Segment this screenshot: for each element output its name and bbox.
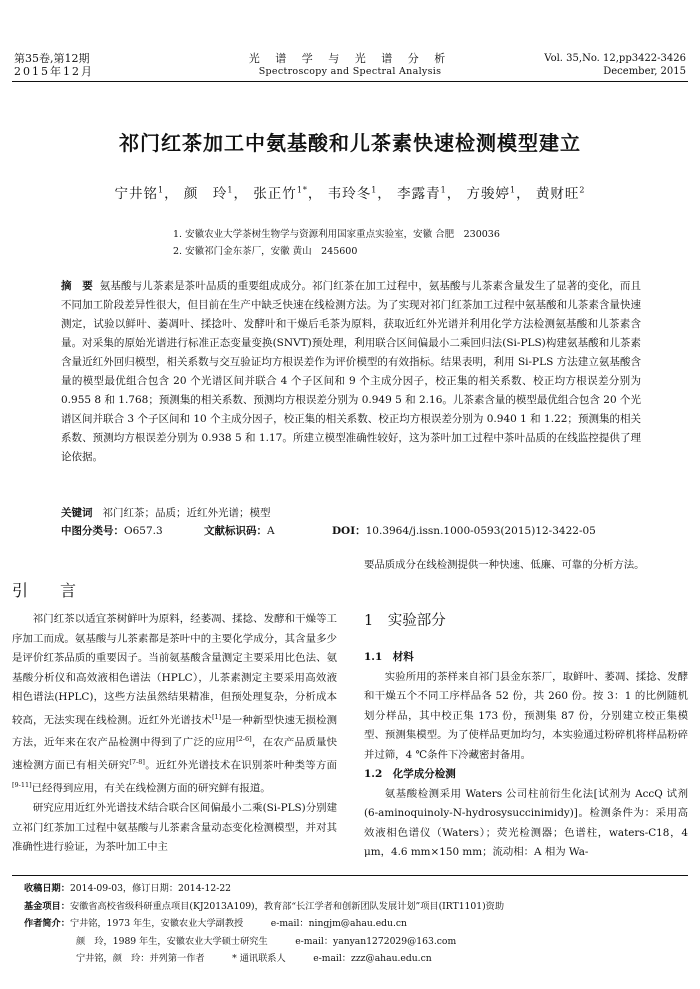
abstract-text: 氨基酸与儿茶素是茶叶品质的重要组成成分。祁门红茶在加工过程中，氨基酸与儿茶素含量发生了显著的变化，而且不同加工阶段差异性很大，但目前在生产中缺乏快速在线检测方法。为了实现对祁门红茶加工过程中氨基酸和儿茶素含量快速测定，试验以鲜叶、萎凋叶、揉捻叶、发酵叶和干燥后毛茶为原料，获取近红外光谱并利用化学方法检测氨基酸和儿茶素含量。对采集的原始光谱进行标准正态变量变换(SNVT)预处理，利用联合区间偏最小二乘回归法(Si-PLS)构建氨基酸和儿茶素含量近红外回归模型，相关系数与交互验证均方根误差作为评价模型的有效指标。结果表明，利用 Si-PLS 方法建立氨基酸含量的模型最优组合包含 20 个光谱区间并联合 4 个子区间和 9 个主成分因子，校正集的相关系数、校正均方根误差分别为 0.955 8 和 1.768；预测集的相关系数、预测均方根误差分别为 0.949 5 和 2.16。儿茶素含量的模型最优组合包含 20 个光谱区间并联合 3 个子区间和 10 个主成分因子，校正集的相关系数、校正均方根误差分别为 0.940 1 和 1.22；预测集的相关系数、预测均方根误差分别为 0.938 5 和 1.17。所建立模型准确性较好，这为茶叶加工过程中茶叶品质的在线监控提供了理论依据。 [61, 280, 642, 463]
intro-continuation [364, 556, 688, 576]
received-date: 收稿日期：2014-09-03，修订日期：2014-12-22 [24, 883, 232, 894]
abstract [61, 277, 641, 467]
author: 张正竹$^{1*}$ [253, 185, 308, 202]
author: 宁井铭$^1$ [114, 185, 165, 202]
intro-paragraph: 祁门红茶以适宜茶树鲜叶为原料，经萎凋、揉捻、发酵和干燥等工序加工而成。氨基酸与儿茶素都是茶叶中的主要化学成分，其含量多少是评价红茶品质的重要因子。当前氨基酸含量测定主要采用比色法、氨基酸分析仪和高效液相色谱法（HPLC），儿茶素测定主要采用高效液相色谱法(HPLC)，这些方法虽然结果精准，但预处理复杂，分析成本较高，无法实现在线检测。近红外光谱技术[1]是一种新型快速无损检测方法，近年来在农产品检测中得到了广泛的应用[2-6]，在农产品质量快速检测方面已有相关研究[7-8]。近红外光谱技术在识别茶叶种类等方面[9-11]已经得到应用，有关在线检测方面的研究鲜有报道。 [12, 613, 338, 795]
journal-title-en: Spectroscopy and Spectral Analysis [258, 66, 442, 77]
volume-en: Vol. 35,No. 12,pp3422-3426 [544, 53, 686, 64]
keywords-label: 关键词 [61, 507, 93, 519]
intro-paragraph: 研究应用近红外光谱技术结合联合区间偏最小二乘(Si-PLS)分别建立祁门红茶加工过程中氨基酸与儿茶素含量动态变化检测模型，并对其准确性进行验证，为茶叶加工中主 [12, 802, 337, 854]
subsection-1-1-text: 实验所用的茶样来自祁门县金东茶厂，取鲜叶、萎凋、揉捻、发酵和干燥五个不同工序样品各 52 份，共 260 份。按 3：1 的比例随机划分样品，其中校正集 173 份，预测集 87 份，分别建立校正集模型、预测集模型。为了使样品更加均匀，本实验通过粉碎机将样品粉碎并过筛，4 ℃条件下冷藏密封备用。 [364, 670, 688, 761]
volume-cn: 第35卷,第12期 [14, 52, 90, 65]
date-en: December, 2015 [603, 66, 686, 77]
affiliation: 1. 安徽农业大学茶树生物学与资源利用国家重点实验室，安徽 合肥 230036 [173, 229, 500, 240]
document-code: 文献标识码：A [204, 525, 275, 537]
doi: DOI：10.3964/j.issn.1000-0593(2015)12-3422-05 [331, 525, 596, 537]
keywords [61, 504, 271, 522]
author: 李露青$^1$ [397, 185, 447, 202]
abstract-label: 摘 要 [61, 280, 93, 292]
paper-title: 祁门红茶加工中氨基酸和儿茶素快速检测模型建立 [119, 131, 581, 155]
affiliation: 2. 安徽祁门金东茶厂，安徽 黄山 245600 [173, 246, 358, 257]
author-list: 宁井铭$^1$， 颜 玲$^1$， 张正竹$^{1*}$， 韦玲冬$^1$， 李露青$^1$， 方骏婷$^1$， 黄财旺$^2$ [114, 185, 586, 202]
journal-title-cn: 光 谱 学 与 光 谱 分 析 [248, 52, 452, 65]
section-1-body [364, 648, 688, 863]
author-bio: 作者简介：宁井铭，1973 年生，安徽农业大学副教授 e-mail：ningjm@ahau.edu.cn [24, 918, 407, 929]
author: 方骏婷$^1$ [466, 185, 517, 202]
intro-heading: 引 言 [12, 581, 85, 600]
fund-info: 基金项目：安徽省高校省级科研重点项目(KJ2013A109)，教育部“长江学者和创新团队发展计划”项目(IRT1101)资助 [24, 900, 505, 912]
section-1-heading: 1 实验部分 [364, 613, 446, 629]
keywords-text: 祁门红茶；品质；近红外光谱；模型 [102, 507, 271, 519]
intro-column [12, 610, 337, 858]
footnote-rule [12, 875, 688, 876]
header-rule [12, 81, 688, 82]
date-cn: 2015年12月 [14, 65, 94, 78]
author-bio: 宁井铭，颜 玲：并列第一作者 * 通讯联系人 e-mail：zzz@ahau.edu.cn [76, 953, 432, 964]
author: 韦玲冬$^1$ [327, 185, 378, 202]
subsection-1-2-heading: 1.2 化学成分检测 [364, 768, 456, 780]
clc-number: 中图分类号：O657.3 [61, 525, 163, 537]
author: 黄财旺$^2$ [535, 185, 586, 202]
author: 颜 玲$^1$ [183, 185, 234, 202]
running-header-right [544, 52, 686, 78]
subsection-1-1-heading: 1.1 材料 [364, 651, 414, 663]
affiliations [173, 226, 500, 260]
subsection-1-2-text: 氨基酸检测采用 Waters 公司柱前衍生化法[试剂为 AccQ 试剂(6-aminoquinoly-N-hydrosysuccinimidy)]。检测条件为：采用高效液相色谱仪（Waters）；荧光检测器；色谱柱，waters-C18，4 μm，4.6 mm×150 mm；流动相：A 相为 Wa- [364, 787, 688, 858]
classification-line [61, 522, 620, 540]
footnotes [24, 880, 504, 968]
author-bio: 颜 玲，1989 年生，安徽农业大学硕士研究生 e-mail：yanyan1272029@163.com [76, 935, 457, 947]
intro-paragraph-end: 要品质成分在线检测提供一种快速、低廉、可靠的分析方法。 [364, 559, 645, 571]
